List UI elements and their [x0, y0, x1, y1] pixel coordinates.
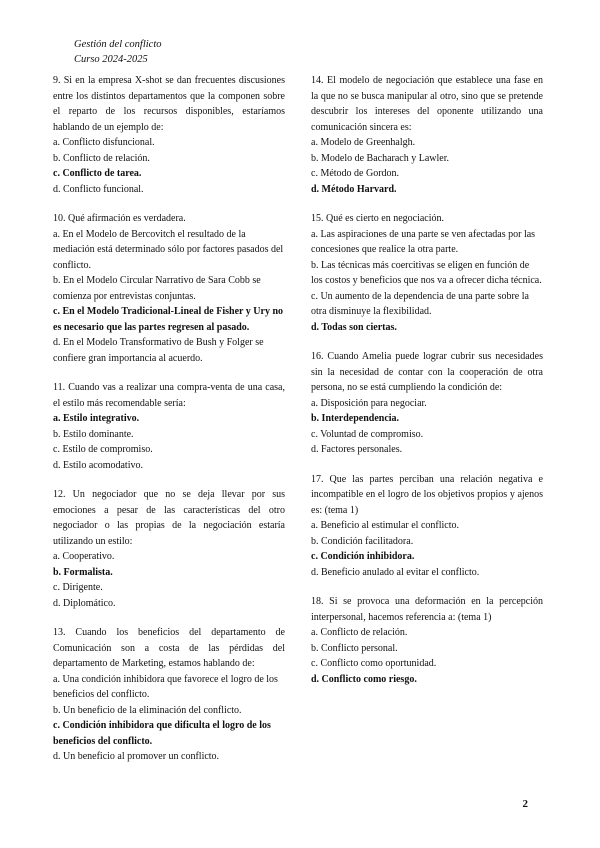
answer-option: b. Estilo dominante. — [53, 428, 134, 440]
question-stem: 12. Un negociador que no se deja llevar por sus emociones a pesar de las características del otro negociador o las propias de la negociación estaría utilizando un estilo: — [53, 489, 285, 547]
question-block — [311, 594, 543, 687]
answer-option-correct: c. En el Modelo Tradicional-Lineal de Fisher y Ury no es necesario que las partes regresen al pasado. — [53, 306, 283, 333]
answer-option-correct: c. Condición inhibidora que dificulta el logro de los beneficios del conflicto. — [53, 720, 271, 747]
right-column — [311, 73, 543, 701]
question-block — [53, 211, 285, 366]
answer-option-correct: d. Conflicto como riesgo. — [311, 673, 417, 685]
answer-option: a. Una condición inhibidora que favorece el logro de los beneficios del conflicto. — [53, 673, 278, 700]
question-stem: 14. El modelo de negociación que establece una fase en la que no se busca manipular al otro, sino que se pretende descubrir los intereses del oponente utilizando una comunicación sincera es: — [311, 75, 543, 133]
answer-option-correct: b. Interdependencia. — [311, 413, 400, 424]
page-number: 2 — [522, 798, 528, 810]
answer-option: c. Voluntad de compromiso. — [311, 428, 424, 440]
answer-option: b. Modelo de Bacharach y Lawler. — [311, 152, 450, 164]
answer-option: a. Conflicto disfuncional. — [53, 137, 155, 148]
course-year: Curso 2024-2025 — [74, 54, 148, 65]
answer-option: a. Disposición para negociar. — [311, 397, 427, 409]
answer-option: a. Conflicto de relación. — [311, 627, 408, 638]
answer-option-correct: c. Condición inhibidora. — [311, 551, 415, 562]
answer-option: d. Factores personales. — [311, 444, 403, 455]
answer-option: a. Las aspiraciones de una parte se ven afectadas por las concesiones que realice la otra parte. — [311, 228, 536, 255]
question-block — [53, 380, 285, 473]
answer-option: a. Modelo de Greenhalgh. — [311, 137, 416, 148]
question-stem: 10. Qué afirmación es verdadera. — [53, 213, 186, 224]
answer-option-correct: c. Conflicto de tarea. — [53, 168, 142, 179]
question-block — [311, 211, 543, 335]
answer-option-correct: d. Todas son ciertas. — [311, 321, 397, 333]
answer-option: a. Beneficio al estimular el conflicto. — [311, 520, 459, 531]
question-block — [311, 73, 543, 197]
answer-option: b. Conflicto personal. — [311, 642, 398, 654]
answer-option-correct: a. Estilo integrativo. — [53, 413, 140, 424]
question-stem: 13. Cuando los beneficios del departamento de Comunicación son a costa de las pérdidas del departamento de Marketing, estamos hablando de: — [53, 627, 285, 669]
answer-option: c. Un aumento de la dependencia de una parte sobre la otra disminuye la flexibilidad. — [311, 290, 529, 317]
answer-option: d. Estilo acomodativo. — [53, 459, 143, 471]
page-header — [74, 37, 161, 67]
answer-option-correct: d. Método Harvard. — [311, 183, 397, 195]
left-column — [53, 73, 285, 779]
answer-option: d. En el Modelo Transformativo de Bush y Folger se confiere gran importancia al acuerdo. — [53, 337, 264, 364]
question-block — [311, 349, 543, 458]
question-stem: 16. Cuando Amelia puede lograr cubrir sus necesidades sin la necesidad de contar con la cooperación de otra persona, no se está cumpliendo la condición de: — [311, 351, 543, 393]
answer-option: b. Un beneficio de la eliminación del conflicto. — [53, 704, 242, 716]
answer-option: c. Dirigente. — [53, 582, 103, 593]
answer-option: c. Estilo de compromiso. — [53, 444, 153, 455]
answer-option: d. Beneficio anulado al evitar el conflicto. — [311, 566, 480, 578]
question-stem: 18. Si se provoca una deformación en la percepción interpersonal, hacemos referencia a: (tema 1) — [311, 596, 543, 623]
answer-option: a. En el Modelo de Bercovitch el resultado de la mediación está determinado sólo por factores pasados del conflicto. — [53, 228, 284, 271]
answer-option: b. Las técnicas más coercitivas se eligen en función de los costos y beneficios que nos va a ofrecer dicha técnica. — [311, 259, 542, 286]
question-stem: 9. Si en la empresa X-shot se dan frecuentes discusiones entre los distintos departamentos que la componen sobre el reparto de los recursos disponibles, estaríamos hablando de un ejemplo de: — [53, 75, 285, 133]
answer-option: b. En el Modelo Circular Narrativo de Sara Cobb se comienza por entrevistas conjuntas. — [53, 275, 261, 302]
question-block — [53, 625, 285, 765]
answer-option: d. Conflicto funcional. — [53, 183, 144, 195]
question-stem: 17. Que las partes perciban una relación negativa e incompatible en el logro de los objetivos propios y ajenos es: (tema 1) — [311, 473, 543, 516]
question-block — [311, 472, 543, 581]
answer-option: c. Conflicto como oportunidad. — [311, 658, 437, 669]
question-block — [53, 487, 285, 611]
answer-option: d. Diplomático. — [53, 597, 116, 609]
answer-option-correct: b. Formalista. — [53, 566, 113, 578]
question-stem: 11. Cuando vas a realizar una compra-venta de una casa, el estilo más recomendable sería: — [53, 382, 285, 409]
answer-option: b. Conflicto de relación. — [53, 152, 150, 164]
answer-option: a. Cooperativo. — [53, 551, 115, 562]
answer-option: c. Método de Gordon. — [311, 168, 400, 179]
answer-option: b. Condición facilitadora. — [311, 535, 414, 547]
question-stem: 15. Qué es cierto en negociación. — [311, 213, 445, 224]
course-title: Gestión del conflicto — [74, 39, 162, 50]
answer-option: d. Un beneficio al promover un conflicto. — [53, 751, 220, 762]
question-block — [53, 73, 285, 197]
